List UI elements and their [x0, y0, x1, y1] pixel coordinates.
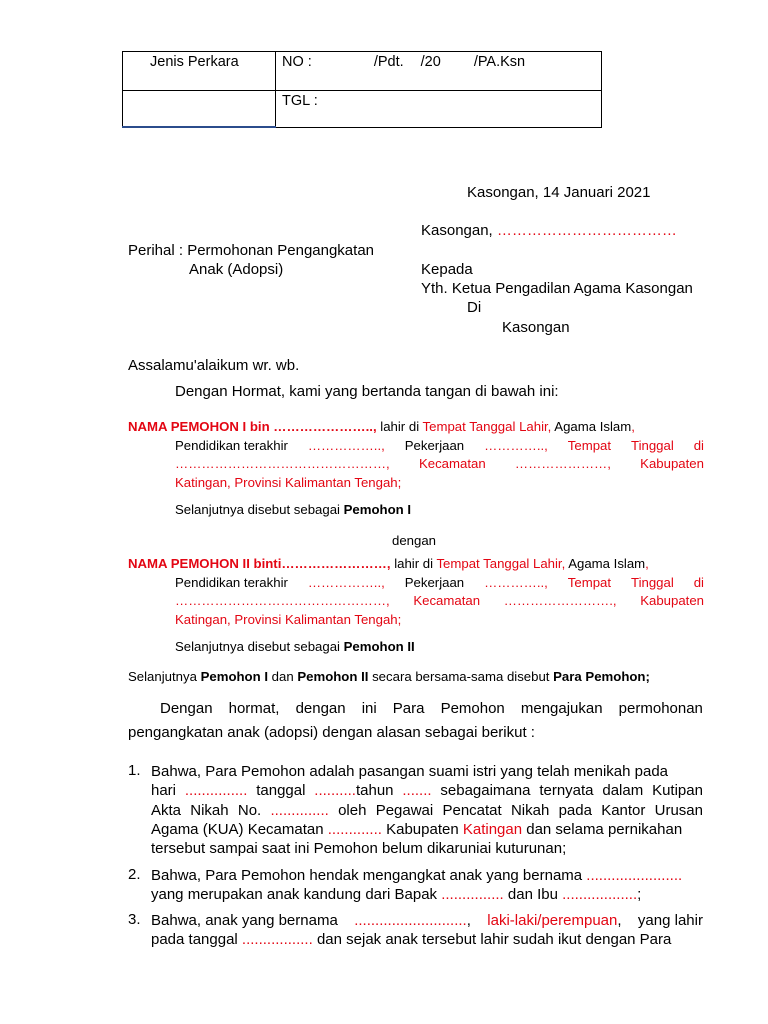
tanggal-blank: .......... [314, 782, 356, 800]
word: hari [151, 782, 177, 800]
word: Akta [151, 801, 182, 819]
gender-placeholder: laki-laki/perempuan [487, 912, 618, 929]
word: pada [558, 801, 592, 819]
word: sebagaimana [440, 782, 531, 800]
text: , [617, 912, 622, 929]
word: ini [361, 700, 377, 717]
item-1-line-4 [151, 820, 703, 839]
item-3-body [151, 911, 703, 950]
text: dan sejak anak tersebut lahir sudah ikut dengan Para [312, 931, 672, 949]
word: Para [392, 700, 425, 717]
perihal-line-2: Anak (Adopsi) [189, 261, 284, 278]
para-pemohon-ref: Para Pemohon; [553, 669, 650, 684]
word: dengan [295, 700, 346, 717]
pekerjaan-blank: ………….., [484, 574, 548, 590]
pemohon-1-line-3 [175, 455, 704, 474]
comma: , [631, 419, 635, 434]
text: dan Ibu [503, 886, 563, 904]
text: yang merupakan anak kandung dari Bapak [151, 886, 442, 904]
place-date-blank [421, 222, 677, 239]
pekerjaan-blank: ………….., [484, 437, 548, 453]
kecamatan-blank: ............. [327, 820, 382, 838]
word: Kutipan [652, 782, 703, 800]
case-number-cell [276, 52, 602, 91]
no-label: NO : [282, 54, 312, 70]
pendidikan-blank: …………….., [307, 437, 385, 453]
pemohon-2-alias: Pemohon II [343, 639, 415, 654]
tinggal-text: Tinggal [631, 574, 674, 590]
kabupaten-text: Kabupaten [640, 593, 704, 609]
year-label: /20 [420, 54, 441, 70]
item-1-number: 1. [128, 762, 141, 779]
item-3-number: 3. [128, 911, 141, 928]
salam: Assalamu'alaikum wr. wb. [128, 357, 300, 374]
text: ; [637, 886, 642, 904]
text: Selanjutnya [128, 669, 201, 684]
agama-text: Agama Islam [565, 556, 646, 571]
di-label: Di [467, 299, 482, 316]
comma: , [645, 556, 649, 571]
hari-blank: ............... [184, 782, 248, 800]
text: Agama (KUA) Kecamatan [151, 820, 328, 838]
pdt-label: /Pdt. [373, 54, 404, 70]
word: Nikah [190, 801, 229, 819]
word: mengajukan [520, 700, 603, 717]
pemohon-2-line-3 [175, 592, 704, 611]
di-text: di [693, 574, 704, 590]
word: oleh [338, 801, 367, 819]
tahun-blank: ....... [402, 782, 432, 800]
lahir-text: lahir di [376, 419, 423, 434]
word: ternyata [539, 782, 594, 800]
pemohon-1-ref: Pemohon I [200, 669, 268, 684]
address-blank: …………………………………………, [175, 593, 390, 609]
kecamatan-blank: …………………, [514, 456, 611, 472]
pemohon-1-alias-line [175, 502, 411, 517]
item-1-line-1: Bahwa, Para Pemohon adalah pasangan suami istri yang telah menikah pada [151, 763, 669, 780]
father-name-blank: ............... [441, 886, 504, 904]
kecamatan-text: Kecamatan [413, 593, 481, 609]
akta-number-blank: .............. [270, 801, 329, 819]
pemohon-1-name: NAMA PEMOHON I bin ………………….., [128, 419, 377, 434]
pemohon-1-line-2 [175, 437, 704, 456]
word: hormat, [228, 700, 280, 717]
kecamatan-blank: ……………………., [503, 593, 617, 609]
text: , [466, 912, 471, 929]
text: dan selama pernikahan [522, 820, 683, 838]
word: Pencatat [442, 801, 502, 819]
pemohon-2-block [128, 555, 704, 629]
opening-sentence: Dengan Hormat, kami yang bertanda tangan di bawah ini: [175, 383, 559, 400]
perihal-line-1: Perihal : Permohonan Pengangkatan [128, 242, 375, 259]
court-code-label: /PA.Ksn [473, 54, 526, 70]
tinggal-text: Tinggal [631, 437, 674, 453]
tempat-text: Tempat [567, 574, 612, 590]
word: dalam [602, 782, 644, 800]
addressee-title: Yth. Ketua Pengadilan Agama Kasongan [421, 280, 693, 297]
word: Pemohon [440, 700, 505, 717]
item-2-body [151, 866, 703, 905]
place-date-printed: Kasongan, 14 Januari 2021 [467, 184, 651, 201]
pemohon-2-ref: Pemohon II [297, 669, 369, 684]
pemohon-2-line-2 [175, 574, 704, 593]
word: No. [237, 801, 262, 819]
kabupaten-text: Kabupaten [640, 456, 704, 472]
jenis-perkara-cell [123, 52, 276, 91]
pemohon-2-alias-line [175, 639, 415, 654]
place-date-blank-dots: ……………………………… [496, 222, 677, 239]
jenis-perkara-label: Jenis Perkara [150, 54, 239, 70]
pemohon-1-line-1 [128, 418, 704, 437]
text: Bahwa, anak yang bernama [151, 912, 338, 929]
date-cell [276, 91, 602, 128]
text: yang lahir [637, 912, 703, 929]
text: Kabupaten [381, 820, 463, 838]
place-date-city: Kasongan, [421, 222, 493, 239]
text: dan [268, 669, 298, 684]
case-number-table [122, 51, 602, 128]
pemohon-2-line-4: Katingan, Provinsi Kalimantan Tengah; [175, 611, 402, 627]
para-pemohon-line [128, 669, 650, 684]
intro-line-2: pengangkatan anak (adopsi) dengan alasan sebagai berikut : [128, 724, 535, 741]
addressee-city: Kasongan [502, 319, 570, 336]
child-name-blank: ....................... [586, 867, 683, 884]
address-blank: …………………………………………, [175, 456, 390, 472]
pemohon-1-line-4: Katingan, Provinsi Kalimantan Tengah; [175, 474, 402, 490]
tgl-label: TGL : [282, 93, 318, 109]
case-number-line [276, 52, 601, 70]
agama-text: Agama Islam [551, 419, 632, 434]
ttl-placeholder: Tempat Tanggal Lahir, [422, 419, 552, 434]
item-3-line-2 [151, 930, 703, 949]
lahir-text: lahir di [390, 556, 437, 571]
pendidikan-label: Pendidikan terakhir [175, 437, 288, 453]
item-2-line-1 [151, 866, 703, 885]
text: pada tanggal [151, 931, 242, 949]
item-1-line-3 [151, 801, 703, 820]
intro-line-1 [160, 700, 703, 717]
birth-date-blank: ................. [241, 931, 313, 949]
pendidikan-label: Pendidikan terakhir [175, 574, 288, 590]
text: secara bersama-sama disebut [368, 669, 554, 684]
word: Dengan [160, 700, 213, 717]
word: Urusan [654, 801, 703, 819]
word: permohonan [618, 700, 703, 717]
child-name-blank: ........................... [354, 912, 467, 929]
pemohon-2-name: NAMA PEMOHON II binti……………………, [128, 556, 391, 571]
item-2-number: 2. [128, 866, 141, 883]
item-1-line-5: tersebut sampai saat ini Pemohon belum dikaruniai kuturunan; [151, 840, 567, 858]
kepada-label: Kepada [421, 261, 473, 278]
pekerjaan-label: Pekerjaan [404, 574, 465, 590]
text: Bahwa, Para Pemohon hendak mengangkat anak yang bernama [151, 867, 587, 884]
item-1-line-2 [151, 781, 703, 800]
word: Pegawai [375, 801, 434, 819]
di-text: di [693, 437, 704, 453]
pemohon-1-block [128, 418, 704, 492]
word: Kantor [601, 801, 646, 819]
pendidikan-blank: …………….., [307, 574, 385, 590]
item-3-line-1 [151, 911, 703, 930]
dengan-separator: dengan [392, 533, 437, 548]
item-1-body [151, 762, 703, 858]
kecamatan-text: Kecamatan [418, 456, 486, 472]
mother-name-blank: .................. [562, 886, 638, 904]
empty-cell [123, 91, 276, 128]
word: tahun [355, 782, 394, 800]
kabupaten-value: Katingan [462, 820, 523, 838]
pekerjaan-label: Pekerjaan [404, 437, 465, 453]
ttl-placeholder: Tempat Tanggal Lahir, [436, 556, 566, 571]
word: Nikah [510, 801, 550, 819]
item-2-line-2 [151, 885, 703, 904]
tempat-text: Tempat [567, 437, 612, 453]
pemohon-2-line-1 [128, 555, 704, 574]
selanjutnya-text: Selanjutnya disebut sebagai [175, 502, 344, 517]
word: tanggal [256, 782, 306, 800]
pemohon-1-alias: Pemohon I [343, 502, 412, 517]
selanjutnya-text: Selanjutnya disebut sebagai [175, 639, 344, 654]
